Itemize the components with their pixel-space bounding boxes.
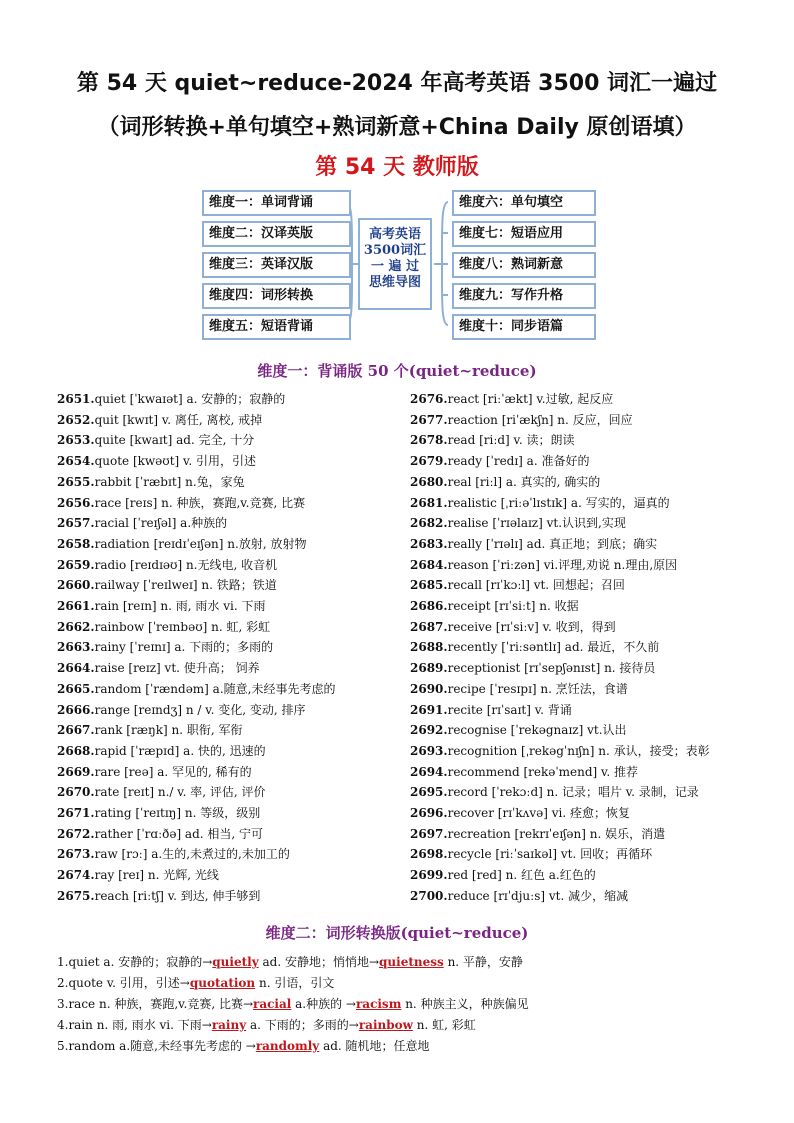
word-number: 2691. xyxy=(410,702,448,717)
word-definition: radiation [reɪdɪˈeɪʃən] n.放射, 放射物 xyxy=(94,536,307,551)
word-number: 2669. xyxy=(57,764,95,779)
word-definition: rapid [ˈræpɪd] a. 快的, 迅速的 xyxy=(94,743,266,758)
word-definition: recreation [rekrɪˈeɪʃən] n. 娱乐，消遣 xyxy=(447,826,666,841)
word-number: 2700. xyxy=(410,888,448,903)
word-entry xyxy=(57,430,335,451)
word-definition: receipt [rɪˈsiːt] n. 收据 xyxy=(447,599,579,614)
word-entry xyxy=(57,658,335,679)
form-answer: racial xyxy=(253,997,292,1011)
form-answer: rainy xyxy=(211,1018,247,1032)
word-entry xyxy=(410,658,710,679)
word-entry xyxy=(57,534,335,555)
word-number: 2664. xyxy=(57,661,95,676)
mindmap-center xyxy=(358,218,432,310)
word-entry xyxy=(410,472,710,493)
form-gloss: ad. 安静地；悄悄地→ xyxy=(258,955,380,969)
word-entry xyxy=(57,803,335,824)
word-number: 2665. xyxy=(57,681,95,696)
word-definition: recommend [rekəˈmend] v. 推荐 xyxy=(447,764,639,779)
word-form-item xyxy=(57,952,529,973)
word-definition: receive [rɪˈsiːv] v. 收到，得到 xyxy=(447,619,616,634)
word-entry xyxy=(410,596,710,617)
word-number: 2661. xyxy=(57,599,95,614)
word-entry xyxy=(57,410,335,431)
form-answer: randomly xyxy=(255,1039,320,1053)
word-definition: recite [rɪˈsaɪt] v. 背诵 xyxy=(447,702,572,717)
word-entry xyxy=(57,555,335,576)
word-definition: recycle [riːˈsaɪkəl] vt. 回收；再循环 xyxy=(447,847,653,862)
word-definition: rabbit [ˈræbɪt] n.兔，家兔 xyxy=(94,474,245,489)
word-definition: random [ˈrændəm] a.随意,未经事先考虑的 xyxy=(94,681,336,696)
word-definition: real [riːl] a. 真实的, 确实的 xyxy=(447,474,601,489)
mindmap-center-line: 一 遍 过 xyxy=(370,259,420,274)
word-entry xyxy=(410,617,710,638)
word-number: 2698. xyxy=(410,847,448,862)
word-entry xyxy=(410,741,710,762)
word-definition: receptionist [rɪˈsepʃənɪst] n. 接待员 xyxy=(447,661,656,676)
word-entry xyxy=(410,389,710,410)
word-entry xyxy=(410,865,710,886)
form-prompt: 5.random a.随意,未经事先考虑的 → xyxy=(57,1039,256,1053)
word-entry xyxy=(57,617,335,638)
form-gloss: n. 虹, 彩虹 xyxy=(412,1018,476,1032)
word-entry xyxy=(57,762,335,783)
form-answer: quotation xyxy=(189,976,256,990)
mindmap-right-5: 维度十：同步语篇 xyxy=(452,314,596,340)
form-prompt: 2.quote v. 引用，引述→ xyxy=(57,976,190,990)
word-entry xyxy=(57,679,335,700)
word-entry xyxy=(410,679,710,700)
word-definition: record [ˈrekɔːd] n. 记录；唱片 v. 录制，记录 xyxy=(447,785,699,800)
word-entry xyxy=(57,637,335,658)
word-form-item xyxy=(57,994,529,1015)
word-entry xyxy=(410,782,710,803)
form-prompt: 4.rain n. 雨, 雨水 vi. 下雨→ xyxy=(57,1018,212,1032)
form-gloss: n. 引语，引文 xyxy=(255,976,335,990)
word-number: 2681. xyxy=(410,495,448,510)
word-entry xyxy=(410,844,710,865)
word-entry xyxy=(57,596,335,617)
word-definition: racial [ˈreɪʃəl] a.种族的 xyxy=(94,516,228,531)
word-definition: raw [rɔː] a.生的,未煮过的,未加工的 xyxy=(94,847,290,862)
word-number: 2677. xyxy=(410,412,448,427)
word-definition: reach [riːtʃ] v. 到达, 伸手够到 xyxy=(94,888,261,903)
word-number: 2674. xyxy=(57,868,95,883)
word-entry xyxy=(410,762,710,783)
word-entry xyxy=(57,389,335,410)
form-answer: rainbow xyxy=(358,1018,413,1032)
word-definition: react [riːˈækt] v.过敏, 起反应 xyxy=(447,392,614,406)
form-gloss: n. 种族主义，种族偏见 xyxy=(401,997,529,1011)
word-number: 2658. xyxy=(57,536,95,551)
word-number: 2692. xyxy=(410,723,448,738)
word-number: 2687. xyxy=(410,619,448,634)
word-form-list xyxy=(57,952,529,1057)
word-number: 2659. xyxy=(57,557,95,572)
word-number: 2671. xyxy=(57,806,95,821)
word-definition: read [riːd] v. 读；朗读 xyxy=(447,433,575,448)
word-definition: red [red] n. 红色 a.红色的 xyxy=(447,868,596,883)
word-number: 2663. xyxy=(57,640,95,655)
word-number: 2678. xyxy=(410,433,448,448)
mindmap-right-1: 维度六：单句填空 xyxy=(452,190,596,216)
word-entry xyxy=(410,513,710,534)
word-definition: realistic [ˌriːəˈlɪstɪk] a. 写实的，逼真的 xyxy=(447,495,670,510)
word-entry xyxy=(410,451,710,472)
word-definition: rather [ˈrɑːðə] ad. 相当, 宁可 xyxy=(94,826,264,841)
word-definition: really [ˈrɪəlɪ] ad. 真正地；到底；确实 xyxy=(447,536,658,551)
section-heading-recite: 维度一：背诵版 50 个(quiet~reduce) xyxy=(257,362,537,380)
form-gloss: a. 下雨的；多雨的→ xyxy=(246,1018,359,1032)
word-definition: rainbow [ˈreɪnbəʊ] n. 虹, 彩虹 xyxy=(94,619,271,634)
word-number: 2651. xyxy=(57,392,95,406)
word-definition: radio [reɪdɪəʊ] n.无线电, 收音机 xyxy=(94,557,278,572)
word-definition: recognition [ˌrekəgˈnɪʃn] n. 承认，接受；表彰 xyxy=(447,743,710,758)
word-form-item xyxy=(57,1036,529,1057)
word-definition: rating [ˈreɪtɪŋ] n. 等级，级别 xyxy=(94,806,261,821)
word-number: 2672. xyxy=(57,826,95,841)
word-definition: rainy [ˈreɪnɪ] a. 下雨的；多雨的 xyxy=(94,640,274,655)
word-entry xyxy=(410,575,710,596)
mindmap-left-5: 维度五：短语背诵 xyxy=(202,314,351,340)
word-number: 2685. xyxy=(410,578,448,593)
word-list-left xyxy=(57,389,335,907)
word-entry xyxy=(410,555,710,576)
word-number: 2662. xyxy=(57,619,95,634)
word-definition: quiet [ˈkwaɪət] a. 安静的；寂静的 xyxy=(94,392,286,406)
word-number: 2656. xyxy=(57,495,95,510)
word-entry xyxy=(57,782,335,803)
word-number: 2675. xyxy=(57,888,95,903)
word-entry xyxy=(410,886,710,907)
word-number: 2682. xyxy=(410,516,448,531)
word-definition: recall [rɪˈkɔːl] vt. 回想起；召回 xyxy=(447,578,625,593)
word-number: 2699. xyxy=(410,868,448,883)
word-entry xyxy=(410,803,710,824)
word-definition: reason [ˈriːzən] vi.评理,劝说 n.理由,原因 xyxy=(447,557,678,572)
word-entry xyxy=(57,513,335,534)
mindmap-center-line: 高考英语 xyxy=(368,227,421,242)
word-definition: recognise [ˈrekəgnaɪz] vt.认出 xyxy=(447,723,627,738)
word-entry xyxy=(410,700,710,721)
word-definition: recipe [ˈresɪpɪ] n. 烹饪法，食谱 xyxy=(447,681,628,696)
word-entry xyxy=(410,824,710,845)
mindmap-right-2: 维度七：短语应用 xyxy=(452,221,596,247)
word-definition: raise [reɪz] vt. 使升高； 饲养 xyxy=(94,661,260,676)
word-number: 2673. xyxy=(57,847,95,862)
word-number: 2654. xyxy=(57,454,95,469)
section-heading-forms: 维度二：词形转换版(quiet~reduce) xyxy=(265,924,529,942)
mindmap-left-2: 维度二：汉译英版 xyxy=(202,221,351,247)
mindmap-center-line: 3500词汇 xyxy=(363,243,427,258)
word-form-item xyxy=(57,1015,529,1036)
word-number: 2686. xyxy=(410,599,448,614)
word-definition: quote [kwəʊt] v. 引用，引述 xyxy=(94,454,257,469)
word-entry xyxy=(410,534,710,555)
word-definition: rank [ræŋk] n. 职衔, 军衔 xyxy=(94,723,243,738)
word-entry xyxy=(57,824,335,845)
word-entry xyxy=(57,493,335,514)
word-definition: recently [ˈriːsəntlɪ] ad. 最近，不久前 xyxy=(447,640,660,655)
word-definition: recover [rɪˈkʌvə] vi. 痊愈；恢复 xyxy=(447,806,631,821)
word-entry xyxy=(410,720,710,741)
word-entry xyxy=(410,410,710,431)
form-answer: quietness xyxy=(379,955,444,969)
word-number: 2667. xyxy=(57,723,95,738)
word-number: 2679. xyxy=(410,454,448,469)
page-subtitle: （词形转换+单句填空+熟词新意+China Daily 原创语填） xyxy=(97,115,697,140)
word-definition: reaction [riˈækʃn] n. 反应，回应 xyxy=(447,412,633,427)
word-entry xyxy=(57,451,335,472)
word-number: 2676. xyxy=(410,392,448,406)
word-number: 2695. xyxy=(410,785,448,800)
word-definition: reduce [rɪˈdjuːs] vt. 减少，缩减 xyxy=(447,888,629,903)
word-entry xyxy=(57,720,335,741)
form-gloss: n. 平静，安静 xyxy=(443,955,523,969)
form-answer: quietly xyxy=(212,955,259,969)
word-number: 2680. xyxy=(410,474,448,489)
word-entry xyxy=(57,844,335,865)
word-number: 2689. xyxy=(410,661,448,676)
word-number: 2684. xyxy=(410,557,448,572)
word-entry xyxy=(57,741,335,762)
word-entry xyxy=(57,700,335,721)
word-definition: rate [reɪt] n./ v. 率, 评估, 评价 xyxy=(94,785,266,800)
form-prompt: 1.quiet a. 安静的；寂静的→ xyxy=(57,955,213,969)
word-entry xyxy=(410,493,710,514)
word-number: 2660. xyxy=(57,578,95,593)
mindmap-right-3: 维度八：熟词新意 xyxy=(452,252,596,278)
form-prompt: 3.race n. 种族，赛跑,v.竞赛, 比赛→ xyxy=(57,997,254,1011)
word-definition: ray [reɪ] n. 光辉, 光线 xyxy=(94,868,219,883)
word-number: 2657. xyxy=(57,516,95,531)
word-number: 2655. xyxy=(57,474,95,489)
word-entry xyxy=(410,637,710,658)
edition-title: 第 54 天 教师版 xyxy=(315,155,479,180)
word-number: 2697. xyxy=(410,826,448,841)
word-definition: ready [ˈredɪ] a. 准备好的 xyxy=(447,454,590,469)
word-entry xyxy=(57,886,335,907)
word-entry xyxy=(57,865,335,886)
word-entry xyxy=(410,430,710,451)
word-definition: railway [ˈreɪlweɪ] n. 铁路；铁道 xyxy=(94,578,277,593)
word-number: 2683. xyxy=(410,536,448,551)
word-number: 2652. xyxy=(57,412,95,427)
word-entry xyxy=(57,472,335,493)
word-definition: quit [kwɪt] v. 离任, 离校, 戒掉 xyxy=(94,412,263,427)
word-number: 2690. xyxy=(410,681,448,696)
mindmap-right-4: 维度九：写作升格 xyxy=(452,283,596,309)
form-gloss: ad. 随机地；任意地 xyxy=(319,1039,430,1053)
form-answer: racism xyxy=(355,997,402,1011)
word-definition: race [reɪs] n. 种族，赛跑,v.竞赛, 比赛 xyxy=(94,495,306,510)
mindmap-left-3: 维度三：英译汉版 xyxy=(202,252,351,278)
word-number: 2696. xyxy=(410,806,448,821)
word-definition: rare [reə] a. 罕见的, 稀有的 xyxy=(94,764,252,779)
page-title: 第 54 天 quiet~reduce-2024 年高考英语 3500 词汇一遍过 xyxy=(76,71,718,96)
word-definition: quite [kwaɪt] ad. 完全, 十分 xyxy=(94,433,255,448)
word-number: 2668. xyxy=(57,743,95,758)
word-number: 2688. xyxy=(410,640,448,655)
word-definition: rain [reɪn] n. 雨, 雨水 vi. 下雨 xyxy=(94,599,266,614)
mindmap-left-4: 维度四：词形转换 xyxy=(202,283,351,309)
mindmap-center-line: 思维导图 xyxy=(368,275,421,290)
word-form-item xyxy=(57,973,529,994)
word-definition: realise [ˈrɪəlaɪz] vt.认识到,实现 xyxy=(447,516,626,531)
word-number: 2653. xyxy=(57,433,95,448)
word-entry xyxy=(57,575,335,596)
mind-map xyxy=(0,188,794,343)
mindmap-left-1: 维度一：单词背诵 xyxy=(202,190,351,216)
form-gloss: a.种族的 → xyxy=(291,997,356,1011)
word-number: 2666. xyxy=(57,702,95,717)
word-number: 2693. xyxy=(410,743,448,758)
word-definition: range [reɪndʒ] n / v. 变化, 变动, 排序 xyxy=(94,702,306,717)
word-number: 2670. xyxy=(57,785,95,800)
word-number: 2694. xyxy=(410,764,448,779)
word-list-right xyxy=(410,389,710,907)
